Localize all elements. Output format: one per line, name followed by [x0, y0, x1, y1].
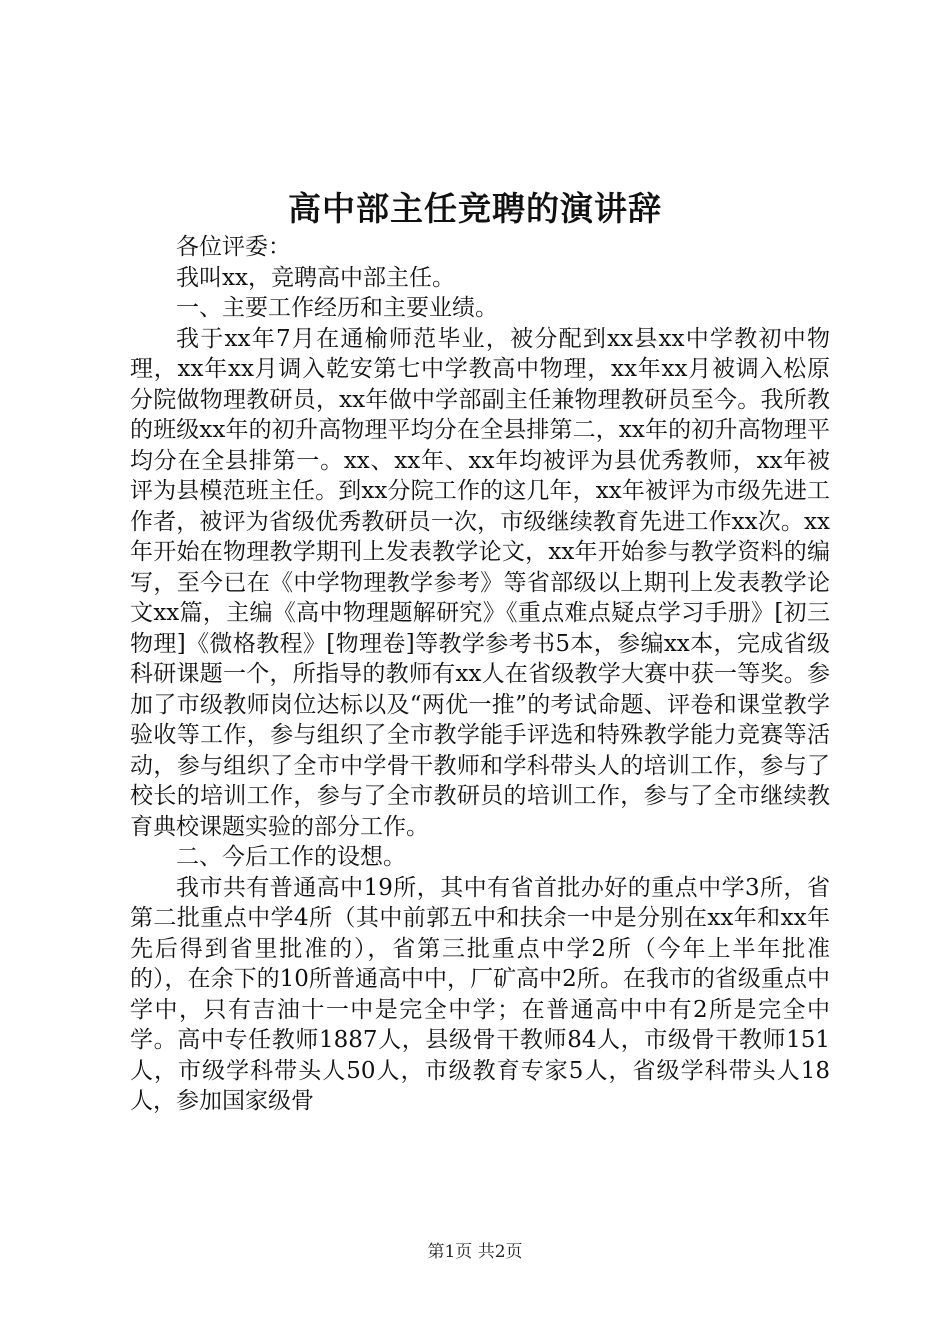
page-number-footer: 第1页 共2页: [427, 1242, 523, 1262]
document-title: 高中部主任竞聘的演讲辞: [288, 189, 662, 228]
document-body: [130, 232, 830, 1117]
plan-paragraph: 我市共有普通高中19所，其中有省首批办好的重点中学3所，省第二批重点中学4所（其中前郭五中和扶余一中是分别在xx年和xx年先后得到省里批准的），省第三批重点中学2所（今年上半年批准的），在余下的10所普通高中中，厂矿高中2所。在我市的省级重点中学中，只有吉油十一中是完全中学；在普通高中中有2所是完全中学。高中专任教师1887人，县级骨干教师84人，市级骨干教师151人，市级学科带头人50人，市级教育专家5人，省级学科带头人18人，参加国家级骨: [130, 874, 830, 1114]
experience-paragraph: 我于xx年7月在通榆师范毕业，被分配到xx县xx中学教初中物理，xx年xx月调入乾安第七中学教高中物理，xx年xx月被调入松原分院做物理教研员，xx年做中学部副主任兼物理教研员至今。我所教的班级xx年的初升高物理平均分在全县排第二，xx年的初升高物理平均分在全县排第一。xx、xx年、xx年均被评为县优秀教师，xx年被评为县模范班主任。到xx分院工作的这几年，xx年被评为市级先进工作者，被评为省级优秀教研员一次，市级继续教育先进工作xx次。xx年开始在物理教学期刊上发表教学论文，xx年开始参与教学资料的编写，至今已在《中学物理教学参考》等省部级以上期刊上发表教学论文xx篇，主编《高中物理题解研究》《重点难点疑点学习手册》[初三物理]《微格教程》[物理卷]等教学参考书5本，参编xx本，完成省级科研课题一个，所指导的教师有xx人在省级教学大赛中获一等奖。参加了市级教师岗位达标以及“两优一推”的考试命题、评卷和课堂教学验收等工作，参与组织了全市教学能手评选和特殊教学能力竞赛等活动，参与组织了全市中学骨干教师和学科带头人的培训工作，参与了校长的培训工作，参与了全市教研员的培训工作，参与了全市继续教育典校课题实验的部分工作。: [130, 325, 830, 840]
section-heading-2: 二、今后工作的设想。: [176, 844, 406, 870]
intro-paragraph: 我叫xx，竞聘高中部主任。: [176, 264, 455, 291]
salutation-paragraph: 各位评委：: [176, 234, 291, 260]
section-heading-1: 一、主要工作经历和主要业绩。: [176, 295, 498, 321]
